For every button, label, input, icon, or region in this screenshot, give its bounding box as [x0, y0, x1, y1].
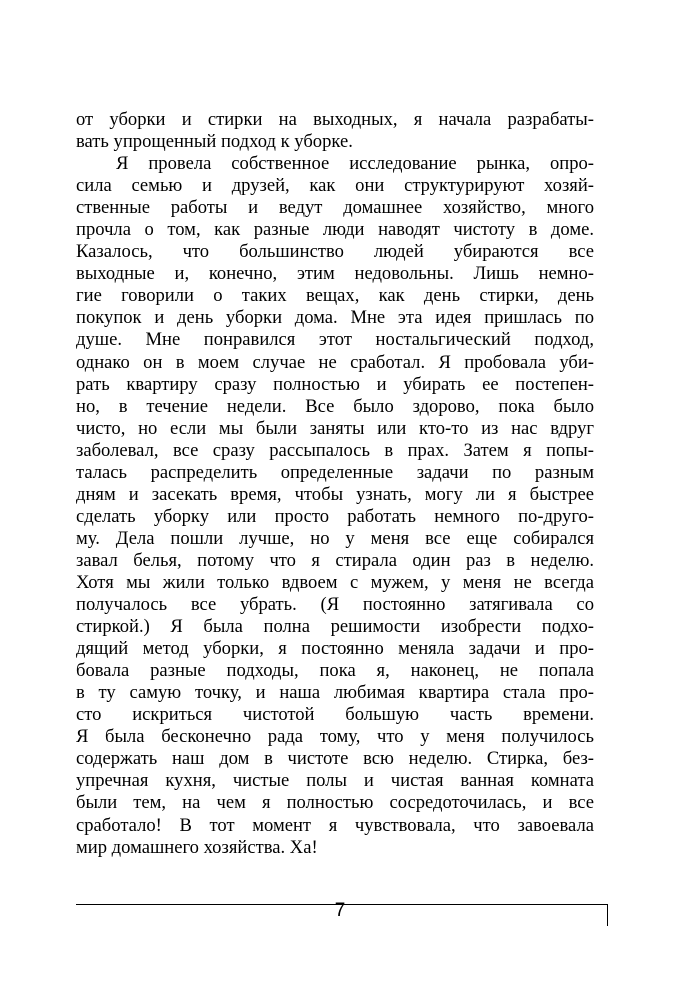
text-line: завал белья, потому что я стирала один раз в неделю. [76, 549, 594, 571]
text-line: Я провела собственное исследование рынка, опро- [116, 153, 594, 175]
text-line: сто искриться чистотой большую часть времени. [76, 704, 594, 726]
text-line: дням и засекать время, чтобы узнать, могу ли я быстрее [76, 483, 594, 505]
text-line: Казалось, что большинство людей убираются все [76, 241, 594, 263]
text-line: Я была бесконечно рада тому, что у меня получилось [76, 726, 594, 748]
text-line: душе. Мне понравился этот ностальгический подход, [76, 329, 594, 351]
text-line: мир домашнего хозяйства. Ха! [76, 836, 318, 858]
text-line: покупок и день уборки дома. Мне эта идея пришлась по [76, 307, 594, 329]
text-line: му. Дела пошли лучше, но у меня все еще собирался [76, 527, 594, 549]
text-line: упречная кухня, чистые полы и чистая ванная комната [76, 770, 594, 792]
footer-rule-tick [607, 904, 608, 926]
text-line: стиркой.) Я была полна решимости изобрести подхо- [76, 616, 594, 638]
text-line: прочла о том, как разные люди наводят чистоту в доме. [76, 219, 594, 241]
text-line: заболевал, все сразу рассыпалось в прах. Затем я попы- [76, 439, 594, 461]
text-line: но, в течение недели. Все было здорово, пока было [76, 395, 594, 417]
text-line: ственные работы и ведут домашнее хозяйство, много [76, 197, 594, 219]
text-line: были тем, на чем я полностью сосредоточилась, и все [76, 792, 594, 814]
text-line: вать упрощенный подход к уборке. [76, 131, 353, 153]
text-line: сделать уборку или просто работать немного по-друго- [76, 505, 594, 527]
text-line: однако он в моем случае не сработал. Я пробовала уби- [76, 351, 594, 373]
text-line: в ту самую точку, и наша любимая квартира стала про- [76, 682, 594, 704]
body-text [76, 109, 594, 859]
text-line: гие говорили о таких вещах, как день стирки, день [76, 285, 594, 307]
text-line: дящий метод уборки, я постоянно меняла задачи и про- [76, 638, 594, 660]
text-line: Хотя мы жили только вдвоем с мужем, у меня не всегда [76, 571, 594, 593]
page-number: 7 [334, 900, 346, 921]
text-line: талась распределить определенные задачи по разным [76, 461, 594, 483]
text-line: содержать наш дом в чистоте всю неделю. Стирка, без- [76, 748, 594, 770]
text-line: получалось все убрать. (Я постоянно затягивала со [76, 594, 594, 616]
text-line: бовала разные подходы, пока я, наконец, не попала [76, 660, 594, 682]
text-line: чисто, но если мы были заняты или кто-то из нас вдруг [76, 417, 594, 439]
text-line: рать квартиру сразу полностью и убирать ее постепен- [76, 373, 594, 395]
text-line: от уборки и стирки на выходных, я начала разрабаты- [76, 109, 594, 130]
text-line: сила семью и друзей, как они структурируют хозяй- [76, 175, 594, 197]
text-line: сработало! В тот момент я чувствовала, что завоевала [76, 814, 594, 836]
text-line: выходные и, конечно, этим недовольны. Лишь немно- [76, 263, 594, 285]
